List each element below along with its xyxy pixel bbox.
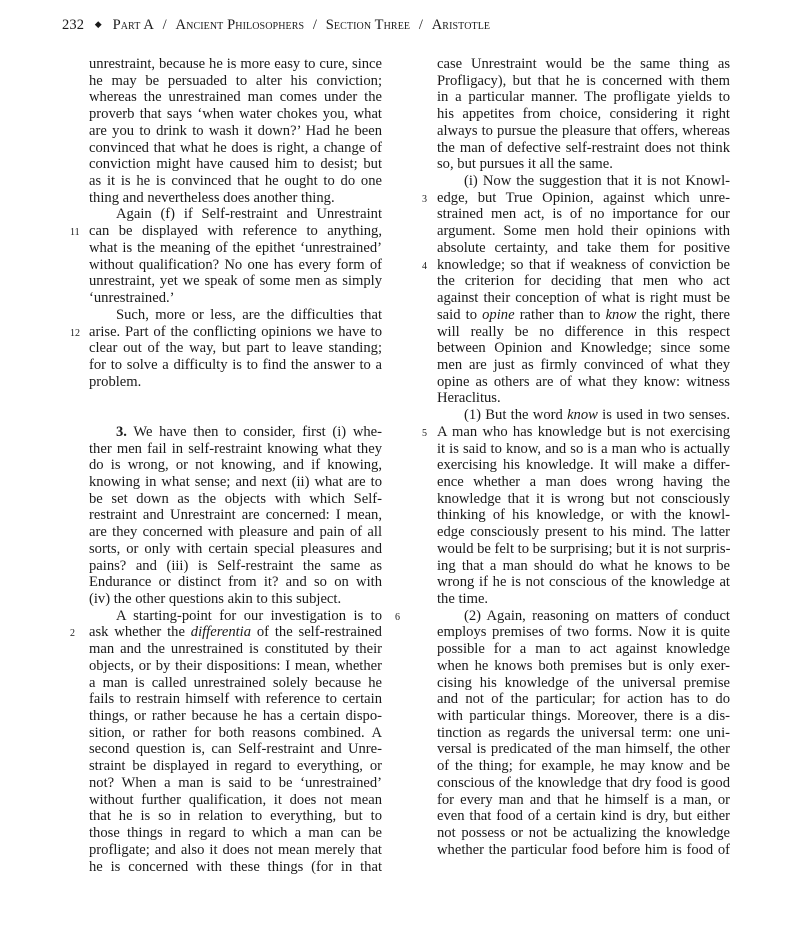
text-line-numbered: [395, 607, 730, 625]
text-line: do is wrong, or not knowing, and if knowing,: [89, 457, 382, 474]
text: of the self-restrained: [251, 624, 382, 641]
section-start-line: [89, 424, 382, 441]
text-line: with particular things. Moreover, there is a dis-: [437, 708, 730, 725]
text-line: a man is called unrestrained solely because he: [89, 674, 382, 691]
breadcrumb-category: Ancient Philosophers: [175, 17, 305, 33]
text-line: proverb that says ‘when water chokes you, what: [89, 106, 382, 123]
text: edge, but True Opinion, against which unre-: [437, 189, 730, 206]
italic-term: know: [567, 407, 598, 424]
text-line: as it is he is convinced that he ought to do one: [89, 173, 382, 190]
text-line-numbered: [422, 423, 730, 441]
text: arise. Part of the conflicting opinions we have to: [89, 323, 382, 340]
text-line: (iv) the other questions akin to this subject.: [89, 591, 342, 607]
text-line: profligate; and also it does not mean merely that: [89, 841, 382, 858]
text-line: sorts, or only with certain special pleasures and: [89, 540, 382, 557]
breadcrumb-part: Part A: [112, 17, 154, 33]
text-line: when he knows both premises but is only exer-: [437, 657, 730, 674]
margin-number: 6: [395, 611, 400, 623]
text-line-italic: [437, 307, 730, 324]
text-line: are they concerned with pleasure and pain of all: [89, 524, 382, 541]
text-line: those things in regard to which a man can be: [89, 825, 382, 842]
page-number: 232: [62, 17, 85, 33]
text: We have then to consider, first (i) whe-: [133, 423, 382, 440]
text-line: knowledge that it is wrong but not consciously: [437, 490, 730, 507]
text-line: wrong if he is not conscious of the knowledge at: [437, 574, 730, 591]
text-line: opine as others are of what they know: witness: [437, 373, 730, 390]
text-line: conviction might have caused him to desist; but: [89, 156, 382, 173]
text-line: edge consciously present to his mind. The latter: [437, 524, 730, 541]
text-line: strained men act, is of no importance for our: [437, 206, 730, 223]
text: is used in two senses.: [597, 407, 730, 424]
text-line-numbered: [70, 323, 382, 341]
text-line: what is the meaning of the epithet ‘unrestrained’: [89, 239, 382, 256]
text: the right, there: [636, 306, 730, 323]
italic-term: know: [605, 306, 637, 323]
text-line: Endurance or distinct from it? and so on with: [89, 574, 382, 591]
text-line: without qualification? No one has every form of: [89, 256, 382, 273]
text: rather than to: [514, 306, 606, 323]
text-line: not possess or not be actualizing the knowledge: [437, 825, 730, 842]
text-line: and not of the particular; for action has to do: [437, 691, 730, 708]
margin-number: 2: [70, 628, 75, 640]
text: knowledge; so that if weakness of conviction be: [437, 256, 730, 273]
text-line: tinction as regards the universal term: one uni-: [437, 724, 730, 741]
text-line: for every man and that he himself is a man, or: [437, 791, 730, 808]
text-line-numbered: [70, 624, 382, 641]
running-head: [62, 17, 490, 34]
breadcrumb-author: Aristotle: [431, 17, 491, 33]
text-line-numbered: [422, 256, 730, 274]
text-line: it is said to know, and so is a man who is actually: [437, 440, 730, 457]
text-line: conscious of the knowledge that dry food is good: [437, 774, 730, 791]
text-line: cising his knowledge of the universal premise: [437, 674, 730, 691]
text-line: his appetites from choice, considering it right: [437, 106, 730, 123]
text-line: thinking of his knowledge, or with the knowl-: [437, 507, 730, 524]
text-line: A starting-point for our investigation is to: [116, 607, 382, 624]
breadcrumb-separator: /: [312, 17, 318, 33]
text-line: ‘unrestrained.’: [89, 290, 175, 307]
breadcrumb-section: Section Three: [325, 17, 411, 33]
text-line: sition, or rather for both reasons combined. A: [89, 724, 382, 741]
margin-number: 5: [422, 427, 427, 439]
text-line: objects, or by their dispositions: I mean, whether: [89, 657, 382, 674]
text-line: fails to restrain himself with reference to certain: [89, 691, 382, 708]
text-line: the time.: [437, 591, 489, 607]
text-line-italic: [437, 407, 730, 424]
text-line: second question is, can Self-restraint and Unre-: [89, 741, 382, 758]
text-line: convinced that what he does is right, a change of: [89, 139, 382, 156]
text-line: Profligacy), but that he is concerned with them: [437, 72, 730, 89]
text: A man who has knowledge but is not exercising: [437, 423, 730, 440]
text-line: ing that a man should do what he knows to be: [437, 557, 730, 574]
text-line: between Opinion and Knowledge; since some: [437, 340, 730, 357]
left-column: [70, 56, 382, 875]
text-line: pains? and (iii) is Self-restraint the same as: [89, 557, 382, 574]
text-line-numbered: [70, 223, 382, 240]
breadcrumb-separator: /: [162, 17, 167, 33]
text-line: problem.: [89, 373, 142, 390]
text-line: men are just as firmly convinced of what they: [437, 356, 730, 373]
text-line: of the thing; for example, he may know and be: [437, 758, 730, 775]
text-line: unrestraint, yet we speak of some men as simply: [89, 273, 382, 290]
text-line: the criterion for deciding that men who act: [437, 273, 730, 290]
text: (1) But the word: [464, 407, 568, 424]
text-line: Heraclitus.: [437, 390, 501, 407]
blank-line: [89, 390, 382, 407]
section-number: 3.: [116, 423, 127, 440]
text-line: without further qualification, it does not mean: [89, 791, 382, 808]
text-line: Again (f) if Self-restraint and Unrestraint: [116, 206, 382, 223]
text-line: unrestraint, because he is more easy to cure, since: [89, 56, 382, 72]
text-line: always to pursue the pleasure that offers, whereas: [437, 122, 730, 139]
text-line: absolute certainty, and take them for positive: [437, 239, 730, 256]
text-line: employs premises of two forms. Now it is quite: [437, 624, 730, 641]
ornament-icon: ◆: [94, 19, 102, 29]
text-line: clear out of the way, but part to leave standing;: [89, 340, 382, 357]
text: ask whether the: [89, 624, 185, 641]
text-line: would be felt to be surprising; but it is not surpris-: [437, 540, 731, 557]
text-line: argument. Some men hold their opinions with: [437, 223, 730, 240]
italic-term: differentia: [190, 624, 252, 641]
text-line: possible for a man to act against knowledge: [437, 641, 730, 658]
margin-number: 12: [70, 327, 80, 339]
text-line: man and the unrestrained is constituted by their: [89, 641, 382, 658]
text-line: he may be persuaded to alter his conviction;: [89, 72, 382, 89]
text-line: things, or rather because he has a certain dispo-: [89, 708, 382, 725]
text-line: so, but pursues it all the same.: [437, 156, 613, 173]
text-line: exercising his knowledge. It will make a differ-: [437, 457, 730, 474]
text-line: ence whether a man does wrong having the: [437, 473, 730, 490]
text-line: restraint and Unrestraint are concerned: I mean,: [89, 507, 382, 524]
margin-number: 3: [422, 193, 427, 205]
text-line: that he is so in relation to everything, but to: [89, 808, 382, 825]
text-line: (i) Now the suggestion that it is not Knowl-: [464, 173, 730, 190]
text-line: against their conception of what is right must be: [437, 290, 730, 307]
text-line: be set down as the objects with which Self-: [89, 490, 382, 507]
margin-number: 11: [70, 227, 80, 239]
margin-number: 4: [422, 260, 427, 272]
text-line: whereas the unrestrained man comes under the: [89, 89, 382, 106]
text: said to: [437, 306, 483, 323]
text-line: straint be displayed in regard to everything, or: [89, 758, 382, 775]
text-line: versal is predicated of the man himself, the other: [437, 741, 730, 758]
text-line: not? When a man is said to be ‘unrestrained’: [89, 774, 382, 791]
text-line: knowing in what sense; and next (ii) what are to: [89, 473, 382, 490]
text-line: will really be no difference in this respect: [437, 323, 730, 340]
text-line: are you to drink to wash it down?’ Had he been: [89, 122, 382, 139]
breadcrumb-separator: /: [418, 17, 423, 33]
text-line: case Unrestraint would be the same thing as: [437, 56, 730, 72]
text-line: the man of defective self-restraint does not think: [437, 139, 730, 156]
right-column: [395, 56, 731, 859]
text-line: even that food of a certain kind is dry, but either: [437, 808, 730, 825]
text-line: he is concerned with these things (for in that: [89, 858, 382, 875]
text-line: in a particular manner. The profligate yields to: [437, 89, 730, 106]
text-line-numbered: [422, 189, 730, 207]
blank-line: [89, 407, 382, 424]
text-line: ther men fail in self-restraint knowing what they: [89, 440, 382, 457]
text-line: whether the particular food before him is food of: [437, 841, 730, 858]
text-line: Such, more or less, are the difficulties that: [116, 306, 382, 323]
text-line: thing and nevertheless does another thing.: [89, 189, 335, 206]
text: can be displayed with reference to anything,: [89, 223, 382, 240]
italic-term: opine: [482, 306, 515, 323]
text-line: for to solve a difficulty is to find the answer to a: [89, 356, 382, 373]
text: (2) Again, reasoning on matters of conduct: [464, 607, 730, 624]
